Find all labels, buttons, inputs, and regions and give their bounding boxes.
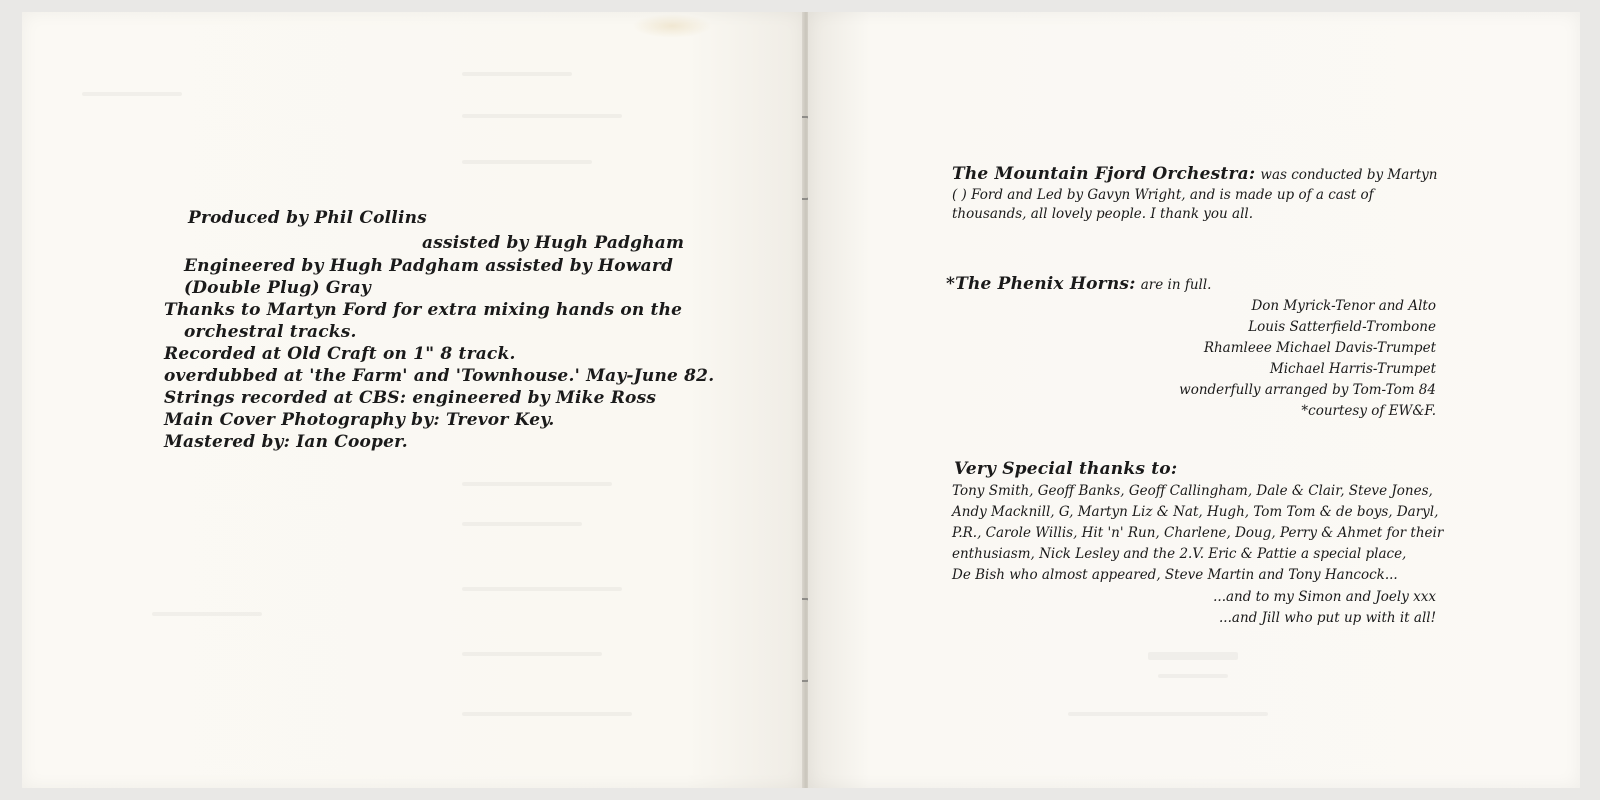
paper-stain [632, 14, 712, 38]
thanks-line: P.R., Carole Willis, Hit 'n' Run, Charlene, Doug, Perry & Ahmet for their [952, 525, 1444, 541]
horns-member: Don Myrick-Tenor and Alto [1251, 298, 1436, 314]
credit-engineer: Engineered by Hugh Padgham assisted by Howard [184, 256, 674, 276]
orchestra-line-2: ( ) Ford and Led by Gavyn Wright, and is made up of a cast of [952, 187, 1374, 203]
horns-member: Rhamleee Michael Davis-Trumpet [1203, 340, 1436, 356]
orchestra-line-1 [952, 164, 1438, 184]
credit-thanks-cont: orchestral tracks. [184, 322, 357, 342]
credit-mastered: Mastered by: Ian Cooper. [164, 432, 408, 452]
horns-arranger: wonderfully arranged by Tom-Tom 84 [1179, 382, 1436, 398]
thanks-heading: Very Special thanks to: [954, 459, 1178, 479]
credit-producer: Produced by Phil Collins [188, 208, 427, 228]
thanks-line: enthusiasm, Nick Lesley and the 2.V. Eric & Pattie a special place, [952, 546, 1407, 562]
orchestra-line-3: thousands, all lovely people. I thank you all. [952, 206, 1254, 222]
credit-assisted: assisted by Hugh Padgham [422, 233, 685, 253]
left-page [22, 12, 804, 788]
thanks-closing: ...and Jill who put up with it all! [1219, 610, 1436, 626]
horns-heading-line [946, 274, 1211, 294]
cd-booklet-spread [22, 12, 1580, 788]
credit-thanks: Thanks to Martyn Ford for extra mixing hands on the [164, 300, 683, 320]
horns-member: Michael Harris-Trumpet [1269, 361, 1436, 377]
orchestra-text: was conducted by Martyn [1260, 167, 1438, 183]
horns-member: Louis Satterfield-Trombone [1248, 319, 1436, 335]
thanks-closing: ...and to my Simon and Joely xxx [1213, 589, 1436, 605]
thanks-line: De Bish who almost appeared, Steve Martin and Tony Hancock... [952, 567, 1398, 583]
horns-heading-text: are in full. [1140, 277, 1212, 293]
right-page [808, 12, 1580, 788]
horns-courtesy: *courtesy of EW&F. [1301, 403, 1436, 419]
credit-strings: Strings recorded at CBS: engineered by Mike Ross [164, 388, 657, 408]
credit-overdubbed: overdubbed at 'the Farm' and 'Townhouse.' May-June 82. [164, 366, 715, 386]
horns-heading: *The Phenix Horns: [946, 274, 1136, 294]
credit-engineer-cont: (Double Plug) Gray [184, 278, 371, 298]
credit-photography: Main Cover Photography by: Trevor Key. [164, 410, 555, 430]
credit-recorded: Recorded at Old Craft on 1" 8 track. [164, 344, 516, 364]
thanks-line: Andy Macknill, G, Martyn Liz & Nat, Hugh, Tom Tom & de boys, Daryl, [952, 504, 1439, 520]
orchestra-heading: The Mountain Fjord Orchestra: [952, 164, 1256, 184]
thanks-line: Tony Smith, Geoff Banks, Geoff Callingham, Dale & Clair, Steve Jones, [952, 483, 1433, 499]
